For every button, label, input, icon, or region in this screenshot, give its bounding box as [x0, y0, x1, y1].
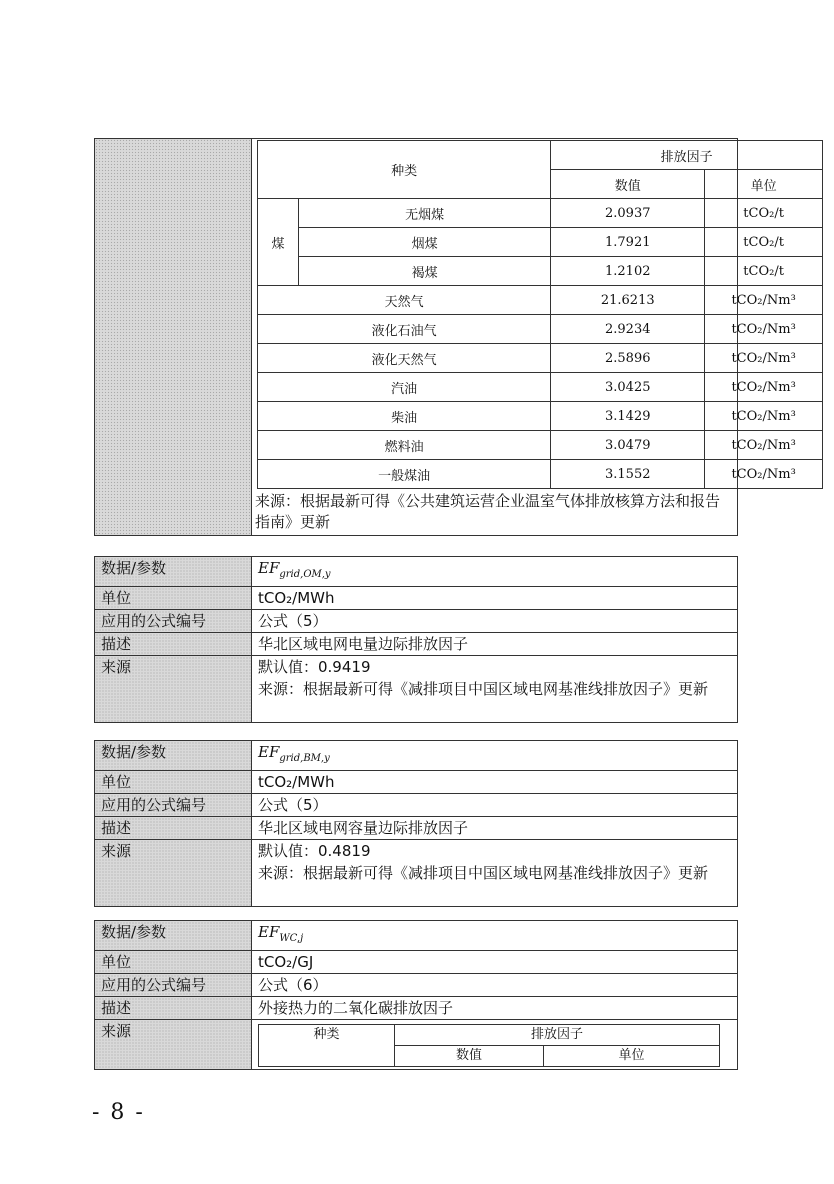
- label-param: 数据/参数: [95, 557, 252, 587]
- fuel-unit: tCO₂/t: [705, 257, 823, 286]
- shaded-label-cell: [95, 139, 252, 535]
- label-unit: 单位: [95, 951, 252, 974]
- fuel-name: 液化天然气: [258, 344, 551, 373]
- source-text: 来源：根据最新可得《减排项目中国区域电网基准线排放因子》更新: [258, 680, 709, 698]
- param-table-bm: [94, 740, 738, 907]
- fuel-name: 汽油: [258, 373, 551, 402]
- fuel-name: 褐煤: [299, 257, 551, 286]
- fuel-unit: tCO₂/Nm³: [705, 286, 823, 315]
- header-value: 数值: [395, 1046, 544, 1067]
- fuel-value: 1.7921: [551, 228, 705, 257]
- label-param: 数据/参数: [95, 741, 252, 771]
- fuel-unit: tCO₂/Nm³: [705, 431, 823, 460]
- fuel-value: 2.0937: [551, 199, 705, 228]
- fuel-value: 2.5896: [551, 344, 705, 373]
- source-value: [252, 656, 738, 723]
- formula-value: 公式（5）: [252, 610, 738, 633]
- description-value: 华北区域电网容量边际排放因子: [252, 817, 738, 840]
- table-row: [258, 402, 823, 431]
- table-row: [258, 315, 823, 344]
- unit-value: tCO₂/MWh: [252, 587, 738, 610]
- label-unit: 单位: [95, 771, 252, 794]
- fuel-value: 1.2102: [551, 257, 705, 286]
- table-row: [258, 460, 823, 489]
- table-row: [258, 344, 823, 373]
- header-kind: 种类: [258, 141, 551, 199]
- source-note: 来源：根据最新可得《公共建筑运营企业温室气体排放核算方法和报告指南》更新: [255, 492, 721, 531]
- table-row: [258, 228, 823, 257]
- label-formula: 应用的公式编号: [95, 974, 252, 997]
- description-value: 华北区域电网电量边际排放因子: [252, 633, 738, 656]
- description-value: 外接热力的二氧化碳排放因子: [252, 997, 738, 1020]
- param-table-om: [94, 556, 738, 723]
- fuel-unit: tCO₂/Nm³: [705, 344, 823, 373]
- fuel-unit: tCO₂/Nm³: [705, 315, 823, 344]
- fuel-unit: tCO₂/Nm³: [705, 402, 823, 431]
- param-symbol: $EF_{WC,j}$: [252, 921, 738, 951]
- source-value: [252, 840, 738, 907]
- header-emission-factor: 排放因子: [551, 141, 823, 170]
- fuel-name: 柴油: [258, 402, 551, 431]
- source-text: 来源：根据最新可得《减排项目中国区域电网基准线排放因子》更新: [258, 864, 709, 882]
- fuel-unit: tCO₂/t: [705, 228, 823, 257]
- fuel-value: 3.0425: [551, 373, 705, 402]
- table-row: [258, 257, 823, 286]
- default-value: 默认值：0.9419: [258, 658, 371, 676]
- param-table-wc: [94, 920, 738, 1070]
- default-value: 默认值：0.4819: [258, 842, 371, 860]
- fuel-unit: tCO₂/Nm³: [705, 373, 823, 402]
- table-row: [258, 373, 823, 402]
- source-value: [252, 1020, 738, 1070]
- param-symbol: $EF_{grid,OM,y}$: [252, 557, 738, 587]
- label-source: 来源: [95, 656, 252, 723]
- header-unit: 单位: [705, 170, 823, 199]
- fuel-emission-factor-table: [257, 140, 823, 489]
- fuel-unit: tCO₂/Nm³: [705, 460, 823, 489]
- header-emission-factor: 排放因子: [395, 1025, 720, 1046]
- header-unit: 单位: [544, 1046, 720, 1067]
- coal-group-label: 煤: [258, 199, 299, 286]
- fuel-name: 天然气: [258, 286, 551, 315]
- heat-emission-factor-table: [258, 1024, 720, 1067]
- page-number: - 8 -: [92, 1100, 145, 1125]
- fuel-name: 一般煤油: [258, 460, 551, 489]
- label-formula: 应用的公式编号: [95, 794, 252, 817]
- label-unit: 单位: [95, 587, 252, 610]
- label-description: 描述: [95, 633, 252, 656]
- label-formula: 应用的公式编号: [95, 610, 252, 633]
- table-row: [258, 286, 823, 315]
- table-row: [258, 199, 823, 228]
- fuel-name: 无烟煤: [299, 199, 551, 228]
- header-value: 数值: [551, 170, 705, 199]
- fuel-value: 3.1429: [551, 402, 705, 431]
- label-description: 描述: [95, 997, 252, 1020]
- fuel-factor-block: [94, 138, 796, 536]
- formula-value: 公式（6）: [252, 974, 738, 997]
- label-source: 来源: [95, 1020, 252, 1070]
- unit-value: tCO₂/MWh: [252, 771, 738, 794]
- fuel-name: 燃料油: [258, 431, 551, 460]
- fuel-value: 21.6213: [551, 286, 705, 315]
- label-description: 描述: [95, 817, 252, 840]
- header-kind: 种类: [259, 1025, 395, 1067]
- fuel-name: 液化石油气: [258, 315, 551, 344]
- fuel-value: 2.9234: [551, 315, 705, 344]
- fuel-value: 3.0479: [551, 431, 705, 460]
- fuel-name: 烟煤: [299, 228, 551, 257]
- table-row: [258, 431, 823, 460]
- fuel-value: 3.1552: [551, 460, 705, 489]
- unit-value: tCO₂/GJ: [252, 951, 738, 974]
- fuel-unit: tCO₂/t: [705, 199, 823, 228]
- formula-value: 公式（5）: [252, 794, 738, 817]
- label-source: 来源: [95, 840, 252, 907]
- label-param: 数据/参数: [95, 921, 252, 951]
- param-symbol: $EF_{grid,BM,y}$: [252, 741, 738, 771]
